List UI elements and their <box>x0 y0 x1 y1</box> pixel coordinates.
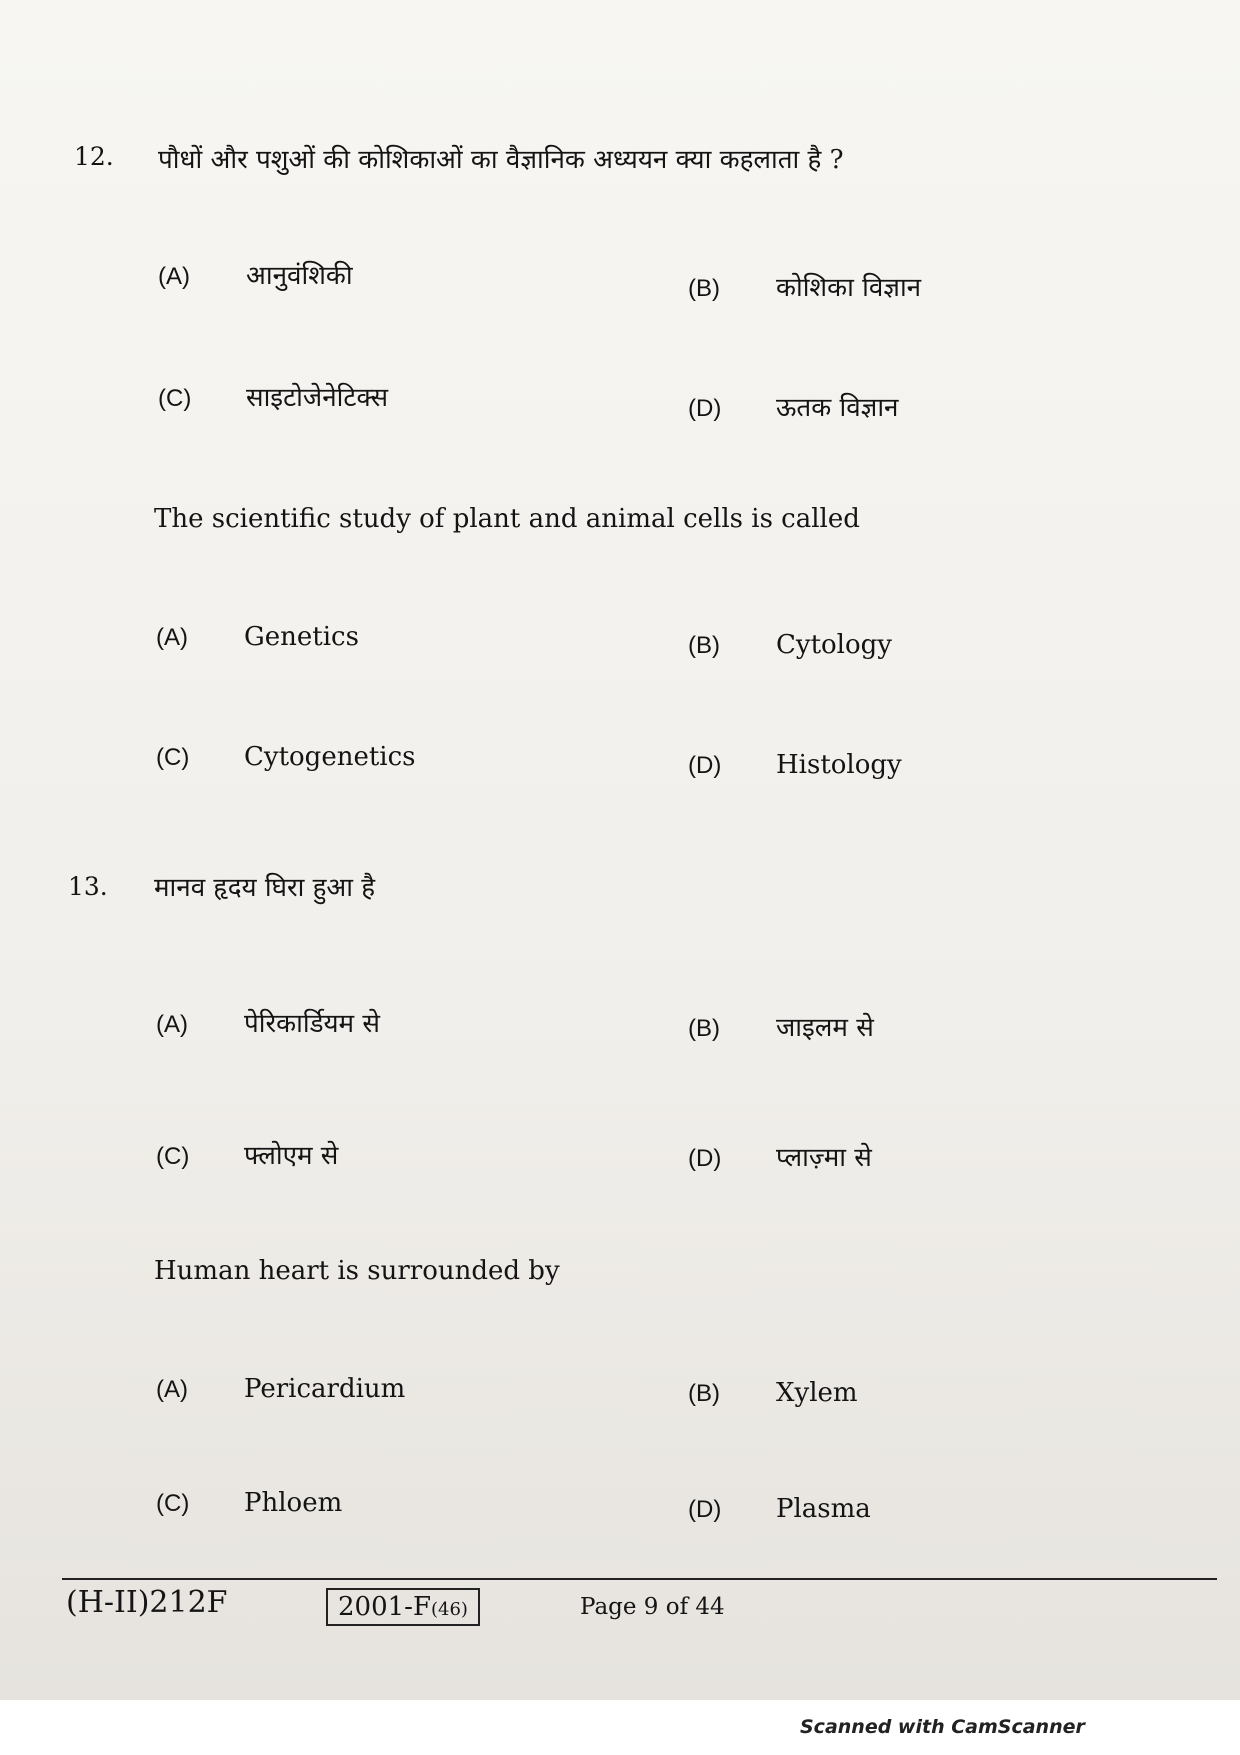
option-label: (B) <box>688 632 720 659</box>
option-b-hindi <box>688 268 921 304</box>
option-text: ऊतक विज्ञान <box>776 393 899 423</box>
option-text: आनुवंशिकी <box>246 261 353 291</box>
option-d-hindi <box>688 388 898 424</box>
page-number: Page 9 of 44 <box>580 1594 725 1620</box>
footer-divider <box>62 1578 1217 1580</box>
option-b-hindi <box>688 1008 874 1044</box>
option-d-english <box>688 750 902 780</box>
option-b-english <box>688 1378 858 1408</box>
option-label: (C) <box>158 385 192 412</box>
option-text: Xylem <box>776 1378 858 1408</box>
option-label: (B) <box>688 1380 720 1407</box>
option-label: (A) <box>156 1376 188 1403</box>
option-text: Genetics <box>244 622 359 652</box>
paper-code-box <box>326 1588 480 1626</box>
option-label: (A) <box>156 624 188 651</box>
option-d-english <box>688 1494 871 1524</box>
option-text: प्लाज़्मा से <box>776 1143 872 1173</box>
option-label: (D) <box>688 752 722 779</box>
option-c-english <box>156 742 416 772</box>
option-d-hindi <box>688 1138 872 1174</box>
option-c-hindi <box>158 378 388 414</box>
option-label: (A) <box>156 1011 188 1038</box>
option-text: कोशिका विज्ञान <box>776 273 922 303</box>
option-text: पेरिकार्डियम से <box>244 1009 380 1039</box>
scanner-watermark: Scanned with CamScanner <box>800 1716 1085 1738</box>
option-a-hindi <box>158 256 353 292</box>
option-label: (C) <box>156 1490 190 1517</box>
option-text: Plasma <box>776 1494 871 1524</box>
question-text-hindi: पौधों और पशुओं की कोशिकाओं का वैज्ञानिक अध्ययन क्या कहलाता है ? <box>158 145 844 175</box>
paper-set: (46) <box>431 1599 468 1620</box>
option-label: (D) <box>688 1145 722 1172</box>
option-label: (D) <box>688 395 722 422</box>
paper-code: 2001-F <box>338 1592 431 1622</box>
option-label: (C) <box>156 1143 190 1170</box>
option-label: (D) <box>688 1496 722 1523</box>
option-label: (C) <box>156 744 190 771</box>
option-text: साइटोजेनेटिक्स <box>246 383 389 413</box>
option-a-english <box>156 622 359 652</box>
option-text: Histology <box>776 750 902 780</box>
question-number: 12. <box>74 142 114 171</box>
option-text: फ्लोएम से <box>244 1141 339 1171</box>
option-b-english <box>688 630 892 660</box>
option-text: Pericardium <box>244 1374 406 1404</box>
option-text: Cytogenetics <box>244 742 416 772</box>
scanner-watermark-bar <box>0 1700 1240 1755</box>
booklet-code: (H-II)212F <box>66 1585 228 1620</box>
question-text-hindi: मानव हृदय घिरा हुआ है <box>154 873 376 903</box>
question-text-english: The scientific study of plant and animal cells is called <box>154 504 860 534</box>
question-number: 13. <box>68 872 108 901</box>
option-a-english <box>156 1374 405 1404</box>
option-text: जाइलम से <box>776 1013 874 1043</box>
option-text: Cytology <box>776 630 892 660</box>
option-label: (A) <box>158 263 190 290</box>
option-a-hindi <box>156 1004 380 1040</box>
option-c-hindi <box>156 1136 338 1172</box>
question-text-english: Human heart is surrounded by <box>154 1256 560 1286</box>
option-label: (B) <box>688 1015 720 1042</box>
option-text: Phloem <box>244 1488 343 1518</box>
option-c-english <box>156 1488 342 1518</box>
option-label: (B) <box>688 275 720 302</box>
